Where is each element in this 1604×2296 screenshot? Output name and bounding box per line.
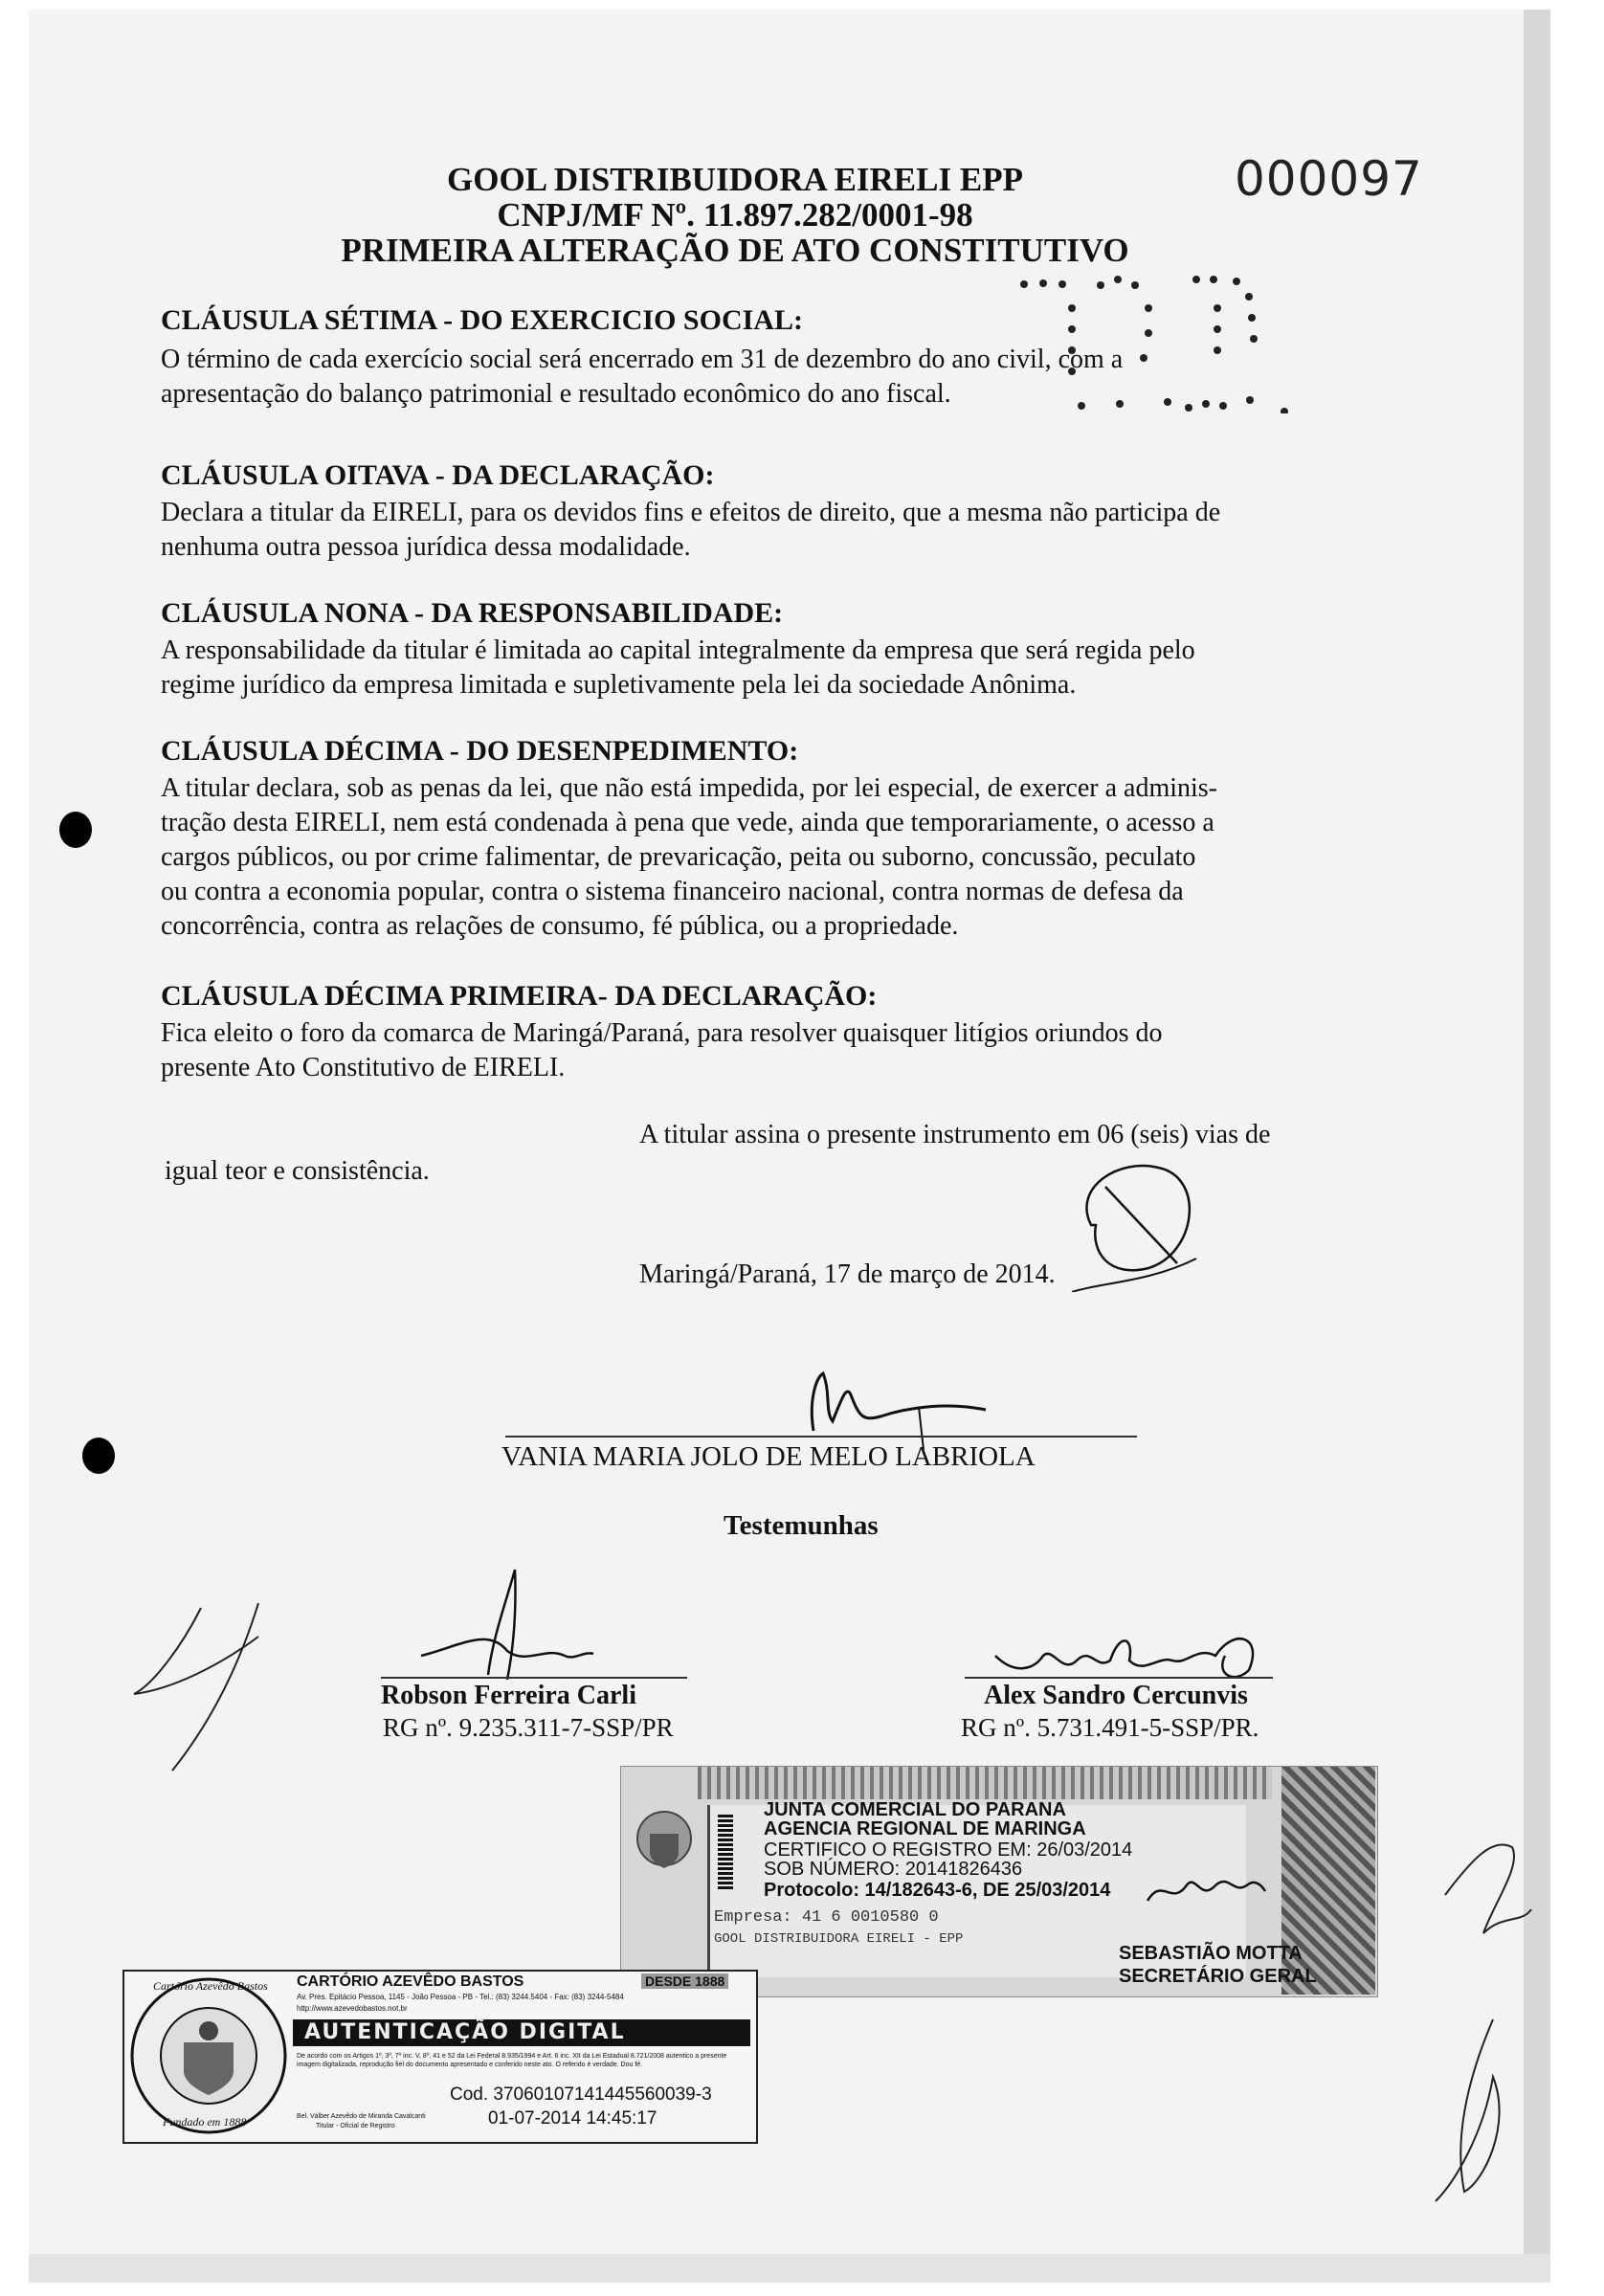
titular-name: VANIA MARIA JOLO DE MELO LABRIOLA bbox=[501, 1441, 1036, 1472]
junta-line-4: SOB NÚMERO: 20141826436 bbox=[764, 1859, 1023, 1880]
junta-line-5: Protocolo: 14/182643-6, DE 25/03/2014 bbox=[764, 1880, 1111, 1901]
scan-edge bbox=[29, 2254, 1550, 2283]
barcode-icon bbox=[718, 1813, 733, 1889]
witnesses-label: Testemunhas bbox=[724, 1510, 879, 1541]
clause-line: regime jurídico da empresa limitada e supletivamente pela lei da sociedade Anônima. bbox=[161, 670, 1077, 700]
seal-text-bottom: Fundado em 1888 bbox=[163, 2115, 247, 2129]
titular-signature-line bbox=[505, 1436, 1137, 1438]
junta-signer-title: SECRETÁRIO GERAL bbox=[1119, 1966, 1317, 1987]
clause-line: cargos públicos, ou por crime falimentar, de prevaricação, peita ou suborno, concussão, peculato bbox=[161, 842, 1196, 872]
clause-8-body bbox=[161, 496, 1348, 565]
clause-line: ou contra a economia popular, contra o sistema financeiro nacional, contra normas de defesa da bbox=[161, 877, 1184, 906]
cartorio-legal-text: De acordo com os Artigos 1º, 3º, 7º inc. V, 8º, 41 e 52 da Lei Federal 8.935/1994 e Art. 6 inc. XII da Lei Estadual 8.721/2008 autentico a presente imagem digitalizada, reprodução fiel do documento apresentado e conferido neste ato. O referido é verdade. Dou fé. bbox=[297, 2053, 727, 2068]
pattern-block-top bbox=[698, 1767, 1272, 1799]
witness2-line bbox=[965, 1677, 1273, 1679]
clause-line: A responsabilidade da titular é limitada ao capital integralmente da empresa que será regida pelo bbox=[161, 635, 1195, 665]
clause-11-body bbox=[161, 1016, 1348, 1085]
clause-10-body bbox=[161, 771, 1348, 944]
clause-line: A titular declara, sob as penas da lei, que não está impedida, por lei especial, de exercer a adminis- bbox=[161, 773, 1218, 803]
place-date: Maringá/Paraná, 17 de março de 2014. bbox=[639, 1259, 1056, 1289]
coat-of-arms-icon bbox=[631, 1805, 698, 1882]
witness2-rg: RG nº. 5.731.491-5-SSP/PR. bbox=[961, 1713, 1259, 1742]
cartorio-officer-title: Titular - Oficial de Registro bbox=[316, 2123, 395, 2129]
clause-10-heading: CLÁUSULA DÉCIMA - DO DESENPEDIMENTO: bbox=[161, 735, 799, 767]
closing-line-1: A titular assina o presente instrumento em 06 (seis) vias de bbox=[639, 1120, 1271, 1149]
cartorio-since: DESDE 1888 bbox=[641, 1973, 728, 1989]
page-number: 000097 bbox=[1235, 151, 1423, 207]
junta-signer: SEBASTIÃO MOTTA bbox=[1119, 1943, 1303, 1964]
cartorio-seal-icon bbox=[128, 1975, 289, 2136]
clause-line: nenhuma outra pessoa jurídica dessa modalidade. bbox=[161, 532, 691, 562]
cartorio-officer: Bel. Válber Azevêdo de Miranda Cavalcanti bbox=[297, 2113, 426, 2120]
clause-line: presente Ato Constitutivo de EIRELI. bbox=[161, 1053, 566, 1082]
clause-11-heading: CLÁUSULA DÉCIMA PRIMEIRA- DA DECLARAÇÃO: bbox=[161, 980, 878, 1012]
junta-signature bbox=[1143, 1858, 1267, 1915]
punch-hole-bottom bbox=[82, 1438, 115, 1474]
clause-line: Declara a titular da EIRELI, para os devidos fins e efeitos de direito, que a mesma não participa de bbox=[161, 498, 1221, 527]
margin-initial-left bbox=[115, 1589, 278, 1780]
seal-text-top: Cartório Azevêdo Bastos bbox=[153, 1979, 268, 1993]
clause-7-body bbox=[161, 343, 1348, 412]
initials-scribble bbox=[1062, 1148, 1206, 1292]
auth-digital-banner: AUTENTICAÇÃO DIGITAL bbox=[293, 2019, 750, 2046]
clause-line: apresentação do balanço patrimonial e resultado econômico do ano fiscal. bbox=[161, 379, 951, 409]
witness1-signature bbox=[402, 1560, 622, 1684]
clause-line: concorrência, contra as relações de consumo, fé pública, ou a propriedade. bbox=[161, 911, 959, 941]
clause-line: O término de cada exercício social será encerrado em 31 de dezembro do ano civil, com a bbox=[161, 345, 1124, 374]
witness1-name: Robson Ferreira Carli bbox=[381, 1681, 636, 1710]
auth-datetime: 01-07-2014 14:45:17 bbox=[488, 2108, 657, 2129]
junta-line-1: JUNTA COMERCIAL DO PARANA bbox=[764, 1799, 1066, 1820]
cartorio-name: CARTÓRIO AZEVÊDO BASTOS bbox=[297, 1973, 524, 1990]
junta-line-6: Empresa: 41 6 0010580 0 bbox=[714, 1908, 939, 1927]
clause-line: Fica eleito o foro da comarca de Maringá/Paraná, para resolver quaisquer litígios oriundos do bbox=[161, 1018, 1163, 1048]
clause-8-heading: CLÁUSULA OITAVA - DA DECLARAÇÃO: bbox=[161, 459, 715, 491]
clause-line: tração desta EIRELI, nem está condenada à pena que vede, ainda que temporariamente, o acesso a bbox=[161, 808, 1214, 837]
cnpj: CNPJ/MF Nº. 11.897.282/0001-98 bbox=[497, 196, 973, 234]
clause-9-heading: CLÁUSULA NONA - DA RESPONSABILIDADE: bbox=[161, 597, 784, 629]
closing-line-2: igual teor e consistência. bbox=[165, 1156, 430, 1186]
cartorio-stamp bbox=[123, 1970, 758, 2144]
clause-9-body bbox=[161, 634, 1348, 702]
junta-comercial-stamp bbox=[620, 1766, 1378, 1997]
cartorio-site: http://www.azevedobastos.not.br bbox=[297, 2004, 408, 2013]
cartorio-address: Av. Pres. Epitácio Pessoa, 1145 - João Pessoa - PB - Tel.: (83) 3244.5404 - Fax: (83) 3244-5484 bbox=[297, 1993, 624, 2001]
punch-hole-top bbox=[59, 812, 92, 848]
auth-code: Cod. 37060107141445560039-3 bbox=[450, 2084, 712, 2105]
company-name: GOOL DISTRIBUIDORA EIRELI EPP bbox=[447, 161, 1023, 198]
junta-line-3: CERTIFICO O REGISTRO EM: 26/03/2014 bbox=[764, 1839, 1133, 1861]
junta-line-2: AGENCIA REGIONAL DE MARINGA bbox=[764, 1818, 1086, 1839]
witness1-line bbox=[381, 1677, 687, 1679]
witness2-name: Alex Sandro Cercunvis bbox=[984, 1681, 1248, 1710]
margin-initial-right bbox=[1397, 1799, 1541, 2220]
witness1-rg: RG nº. 9.235.311-7-SSP/PR bbox=[383, 1713, 674, 1742]
act-title: PRIMEIRA ALTERAÇÃO DE ATO CONSTITUTIVO bbox=[341, 232, 1129, 269]
clause-7-heading: CLÁUSULA SÉTIMA - DO EXERCICIO SOCIAL: bbox=[161, 304, 803, 336]
junta-line-7: GOOL DISTRIBUIDORA EIRELI - EPP bbox=[714, 1931, 964, 1947]
